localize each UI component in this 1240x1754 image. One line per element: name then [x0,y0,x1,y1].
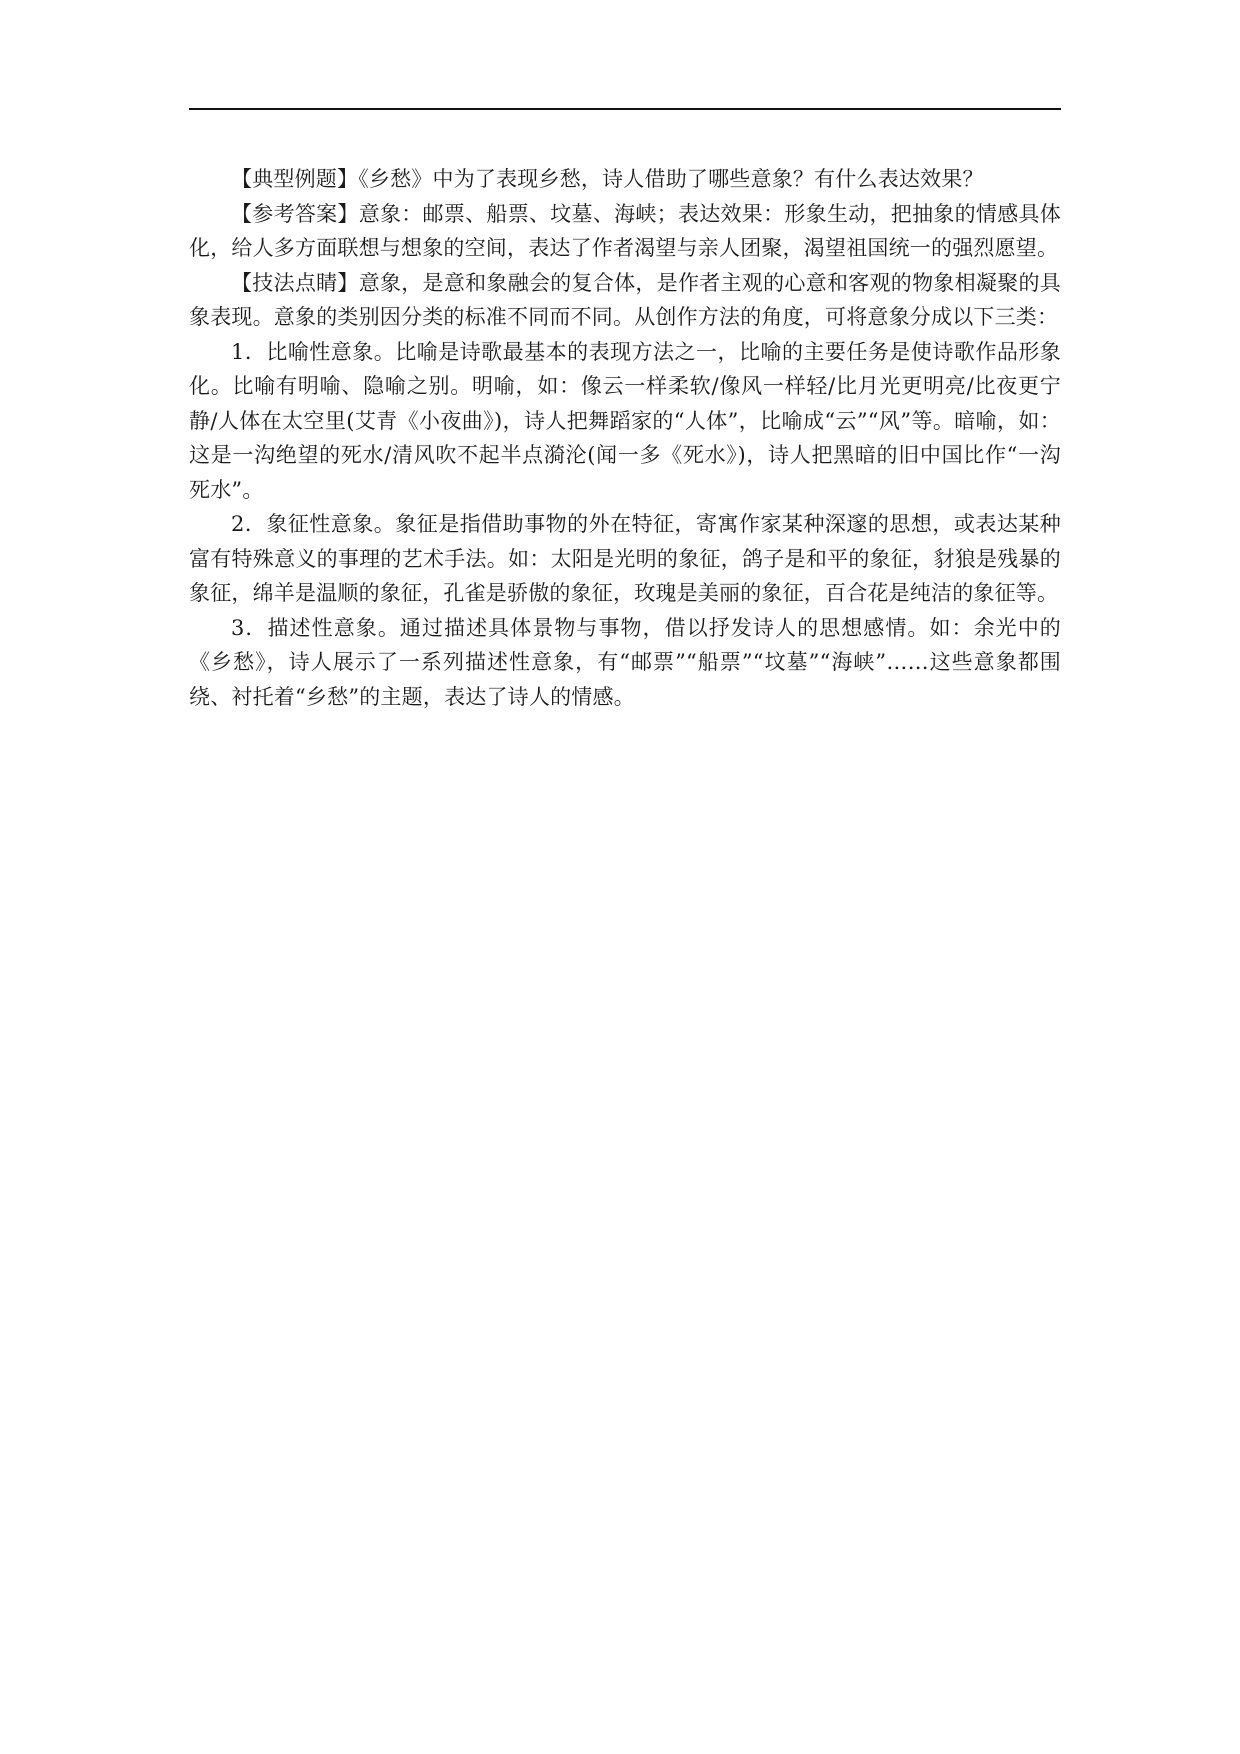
symbolic-imagery-text: 2．象征性意象。象征是指借助事物的外在特征，寄寓作家某种深邃的思想，或表达某种富有特殊意义的事理的艺术手法。如：太阳是光明的象征，鸽子是和平的象征，豺狼是残暴的象征，绵羊是温顺的象征，孔雀是骄傲的象征，玫瑰是美丽的象征，百合花是纯洁的象征等。 [189,512,1061,605]
example-question-tag: 【典型例题】 [231,167,359,191]
descriptive-imagery-paragraph [189,611,1061,715]
header-rule [189,108,1061,110]
reference-answer-tag: 【参考答案】 [231,201,359,226]
symbolic-imagery-paragraph [189,507,1061,611]
reference-answer-text: 意象：邮票、船票、坟墓、海峡；表达效果：形象生动，把抽象的情感具体化，给人多方面联想与想象的空间，表达了作者渴望与亲人团聚，渴望祖国统一的强烈愿望。 [189,201,1061,260]
technique-tips-tag: 【技法点睛】 [231,270,359,295]
reference-answer-paragraph [189,197,1061,266]
metaphor-imagery-paragraph [189,335,1061,508]
example-question-text: 《乡愁》中为了表现乡愁，诗人借助了哪些意象？有什么表达效果？ [358,167,984,191]
technique-tips-text: 意象，是意和象融会的复合体，是作者主观的心意和客观的物象相凝聚的具象表现。意象的类别因分类的标准不同而不同。从创作方法的角度，可将意象分成以下三类： [189,270,1061,329]
descriptive-imagery-text: 3．描述性意象。通过描述具体景物与事物，借以抒发诗人的思想感情。如：余光中的《乡愁》，诗人展示了一系列描述性意象，有“邮票”“船票”“坟墓”“海峡”……这些意象都围绕、衬托着“乡愁”的主题，表达了诗人的情感。 [189,615,1061,709]
example-question-paragraph [189,162,1061,197]
metaphor-imagery-text: 1．比喻性意象。比喻是诗歌最基本的表现方法之一，比喻的主要任务是使诗歌作品形象化。比喻有明喻、隐喻之别。明喻，如：像云一样柔软/像风一样轻/比月光更明亮/比夜更宁静/人体在太空里(艾青《小夜曲》)，诗人把舞蹈家的“人体”，比喻成“云”“风”等。暗喻，如：这是一沟绝望的死水/清风吹不起半点漪沦(闻一多《死水》)，诗人把黑暗的旧中国比作“一沟死水”。 [189,339,1061,502]
document-body [189,162,1061,714]
technique-tips-paragraph [189,266,1061,335]
